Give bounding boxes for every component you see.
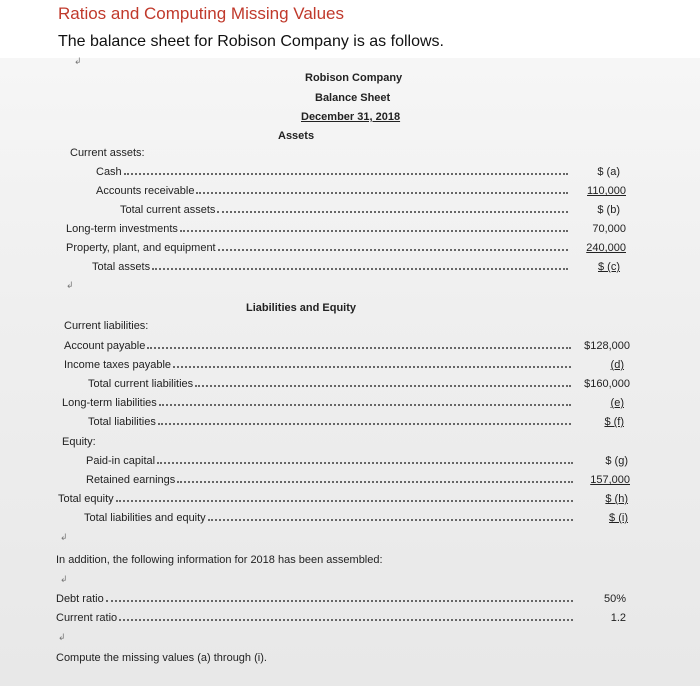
paragraph-mark-icon: ↲ xyxy=(74,56,82,66)
current-ratio-row xyxy=(56,612,576,622)
long-term-investments-label: Long-term investments xyxy=(66,223,178,235)
total-current-assets-value: $ (b) xyxy=(597,204,620,216)
total-liabilities-equity-row xyxy=(84,512,576,522)
ppe-label: Property, plant, and equipment xyxy=(66,242,216,254)
current-ratio-label: Current ratio xyxy=(56,612,118,624)
total-current-assets-row xyxy=(120,204,571,214)
long-term-liabilities-row xyxy=(62,397,574,407)
page-subtitle: The balance sheet for Robison Company is as follows. xyxy=(58,33,444,50)
total-assets-label: Total assets xyxy=(92,261,151,273)
paragraph-mark-icon: ↲ xyxy=(58,632,66,642)
receivable-row xyxy=(96,185,571,195)
cash-row xyxy=(96,166,571,176)
payable-row xyxy=(64,340,574,350)
receivable-value: 110,000 xyxy=(587,185,626,197)
paid-in-capital-label: Paid-in capital xyxy=(86,455,156,467)
debt-ratio-label: Debt ratio xyxy=(56,593,104,605)
current-liabilities-heading: Current liabilities: xyxy=(64,320,149,332)
company-name: Robison Company xyxy=(305,72,403,84)
total-current-liabilities-value: $160,000 xyxy=(584,378,630,390)
long-term-investments-value: 70,000 xyxy=(592,223,626,235)
cash-value: $ (a) xyxy=(597,166,620,178)
cash-label: Cash xyxy=(96,166,122,178)
balance-sheet-image xyxy=(0,58,700,686)
long-term-liabilities-label: Long-term liabilities xyxy=(62,397,157,409)
receivable-label: Accounts receivable xyxy=(96,185,195,197)
instruction-text: Compute the missing values (a) through (i). xyxy=(56,652,267,664)
paragraph-mark-icon: ↲ xyxy=(60,574,68,584)
current-assets-heading: Current assets: xyxy=(70,147,145,159)
ppe-value: 240,000 xyxy=(586,242,626,254)
statement-date: December 31, 2018 xyxy=(301,111,401,123)
paid-in-capital-row xyxy=(86,455,576,465)
payable-value: $128,000 xyxy=(584,340,630,352)
total-current-liabilities-label: Total current liabilities xyxy=(88,378,194,390)
additional-info-intro: In addition, the following information for 2018 has been assembled: xyxy=(56,554,383,566)
total-equity-label: Total equity xyxy=(58,493,114,505)
retained-earnings-row xyxy=(86,474,576,484)
income-tax-row xyxy=(64,359,574,369)
debt-ratio-row xyxy=(56,593,576,603)
income-tax-label: Income taxes payable xyxy=(64,359,172,371)
paragraph-mark-icon: ↲ xyxy=(60,532,68,542)
total-assets-row xyxy=(92,261,571,271)
current-ratio-value: 1.2 xyxy=(610,612,626,624)
total-assets-value: $ (c) xyxy=(598,261,620,273)
total-liabilities-equity-label: Total liabilities and equity xyxy=(84,512,206,524)
long-term-investments-row xyxy=(66,223,571,233)
page-title: Ratios and Computing Missing Values xyxy=(58,4,344,23)
statement-name: Balance Sheet xyxy=(315,92,391,104)
ppe-row xyxy=(66,242,571,252)
total-equity-value: $ (h) xyxy=(605,493,628,505)
retained-earnings-label: Retained earnings xyxy=(86,474,176,486)
payable-label: Account payable xyxy=(64,340,146,352)
equity-heading: Equity: xyxy=(62,436,96,448)
total-current-liabilities-row xyxy=(88,378,574,388)
total-liabilities-row xyxy=(88,416,574,426)
long-term-liabilities-value: (e) xyxy=(610,397,624,409)
total-liabilities-equity-value: $ (i) xyxy=(609,512,628,524)
income-tax-value: (d) xyxy=(610,359,624,371)
paragraph-mark-icon: ↲ xyxy=(66,280,74,290)
total-equity-row xyxy=(58,493,576,503)
liabilities-heading: Liabilities and Equity xyxy=(246,302,357,314)
total-liabilities-value: $ (f) xyxy=(604,416,624,428)
debt-ratio-value: 50% xyxy=(603,593,626,605)
total-current-assets-label: Total current assets xyxy=(120,204,216,216)
total-liabilities-label: Total liabilities xyxy=(88,416,156,428)
paid-in-capital-value: $ (g) xyxy=(605,455,628,467)
retained-earnings-value: 157,000 xyxy=(590,474,630,486)
assets-heading: Assets xyxy=(278,130,315,142)
